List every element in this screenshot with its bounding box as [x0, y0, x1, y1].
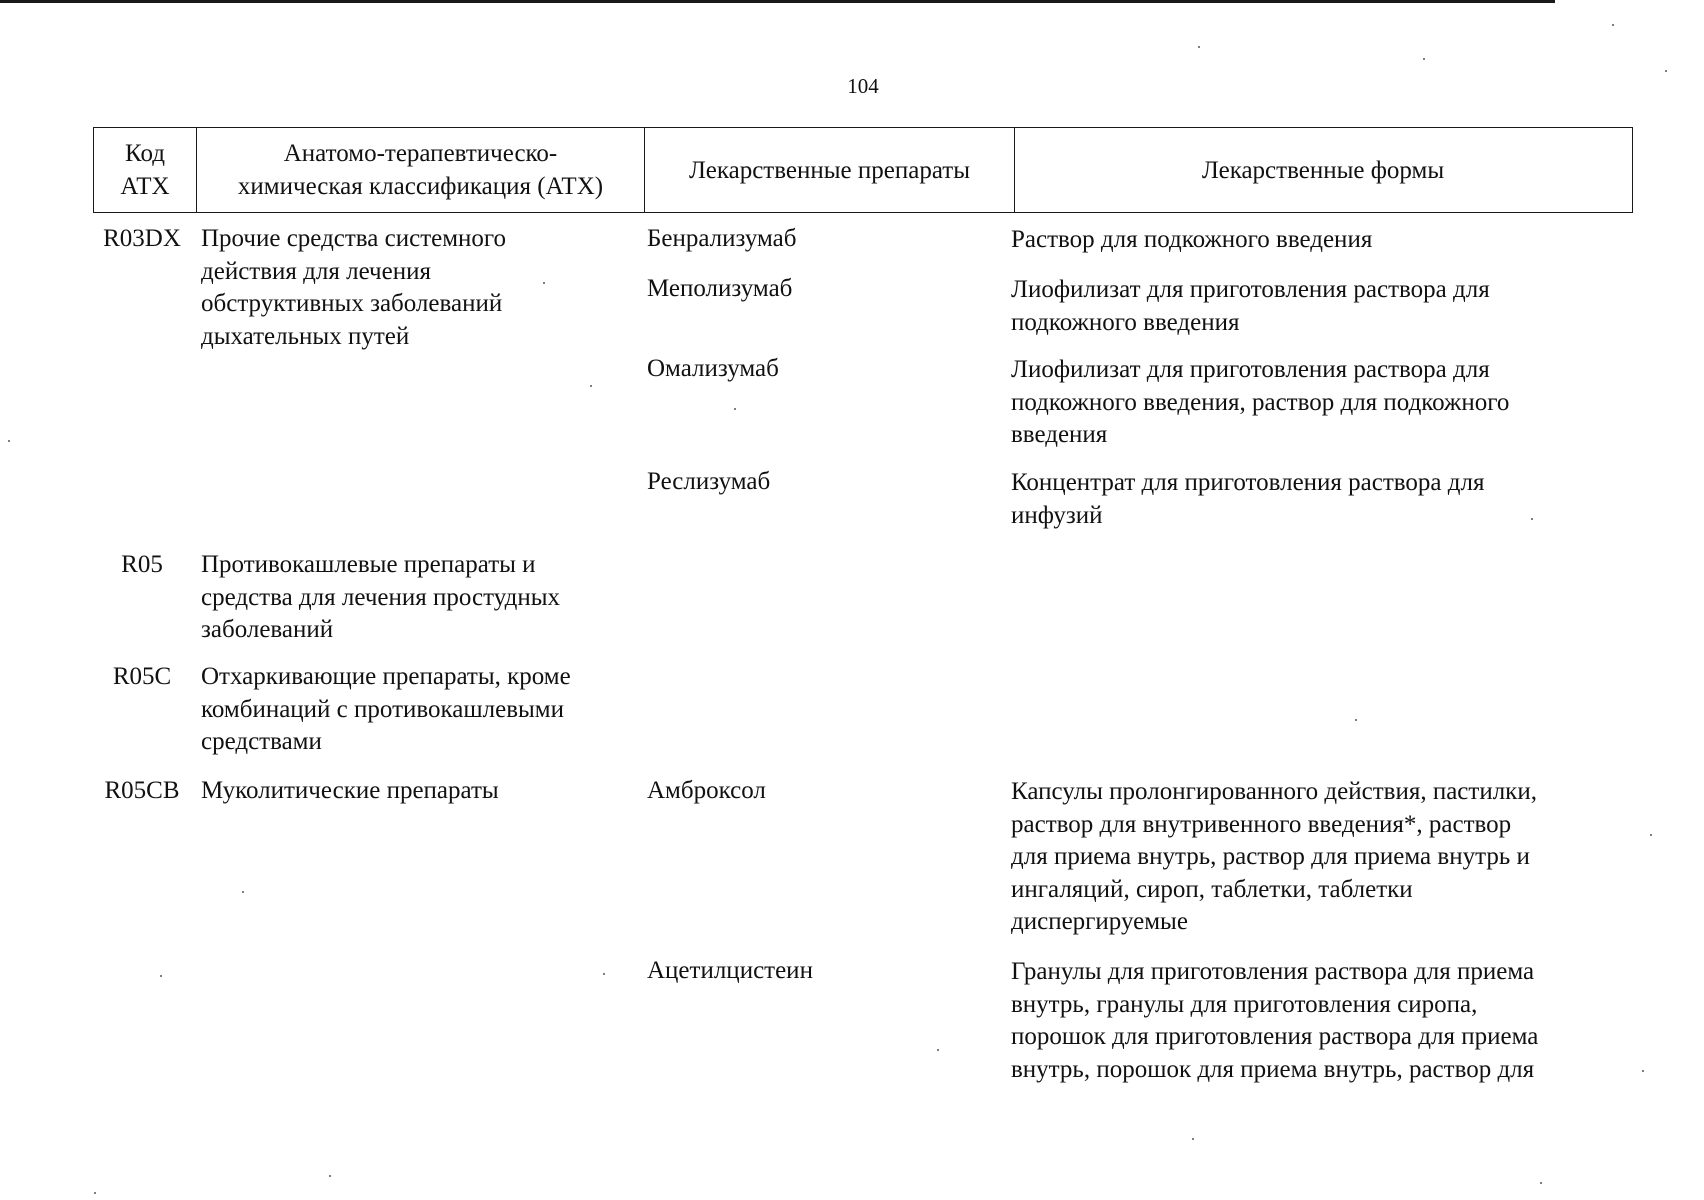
row-classification: Отхаркивающие препараты, кроме комбинаций с противокашлевыми средствами: [201, 663, 571, 755]
row-classification: Противокашлевые препараты и средства для лечения простудных заболеваний: [201, 551, 561, 643]
drug-form: Гранулы для приготовления раствора для приема внутрь, гранулы для приготовления сиропа, порошок для приготовления раствора для приема внутрь, порошок для приема внутрь, раствор для: [1011, 958, 1539, 1083]
scan-speck: [937, 1049, 939, 1051]
page-number: 104: [847, 74, 879, 98]
scan-speck: [1192, 1138, 1194, 1140]
scan-speck: [590, 385, 592, 387]
drug-form: Лиофилизат для приготовления раствора для подкожного введения: [1011, 276, 1490, 336]
drug-name: Ацетилцистеин: [647, 957, 813, 984]
drug-name: Меполизумаб: [647, 275, 793, 302]
header-drugs-label: Лекарственные препараты: [688, 156, 971, 184]
header-classification: [196, 128, 644, 212]
scan-speck: [543, 282, 545, 284]
row-classification: Муколитические препараты: [201, 777, 499, 804]
scan-speck: [1650, 834, 1652, 836]
header-forms-label: Лекарственные формы: [1201, 156, 1445, 184]
scan-speck: [329, 1175, 331, 1177]
drug-form: Лиофилизат для приготовления раствора для подкожного введения, раствор для подкожного введения: [1011, 356, 1510, 448]
drug-name: Омализумаб: [647, 355, 779, 382]
row-classification: Прочие средства системного действия для лечения обструктивных заболеваний дыхательных путей: [201, 225, 507, 350]
scan-speck: [242, 891, 244, 893]
scan-speck: [734, 408, 736, 410]
scan-speck: [94, 1192, 96, 1194]
scan-speck: [160, 975, 162, 977]
drug-form: Раствор для подкожного введения: [1011, 226, 1373, 253]
header-drugs: [644, 128, 1014, 212]
drug-form: Капсулы пролонгированного действия, пастилки, раствор для внутривенного введения*, раствор для приема внутрь, раствор для приема внутрь и ингаляций, сироп, таблетки, таблетки диспергируемые: [1011, 778, 1537, 935]
scan-speck: [1612, 24, 1614, 26]
header-forms: [1014, 128, 1631, 212]
drug-name: Бенрализумаб: [647, 225, 797, 252]
scan-speck: [1642, 1070, 1644, 1072]
header-code: [94, 128, 196, 212]
row-code: R05CB: [104, 777, 180, 804]
scan-speck: [1531, 518, 1533, 520]
top-border-line: [0, 0, 1555, 3]
scan-speck: [1423, 58, 1425, 60]
row-code: R05: [121, 551, 163, 578]
drug-name: Реслизумаб: [647, 468, 771, 495]
row-code: R05C: [112, 663, 172, 690]
scan-speck: [8, 440, 10, 442]
header-code-label: Код АТХ: [120, 140, 170, 200]
scan-speck: [1198, 46, 1200, 48]
scan-speck: [603, 973, 605, 975]
drug-name: Амброксол: [647, 777, 766, 804]
scan-speck: [1665, 70, 1667, 72]
row-code: R03DX: [103, 225, 181, 252]
header-classification-label: Анатомо-терапевтическо- химическая классификация (АТХ): [237, 140, 604, 200]
scan-speck: [1540, 1182, 1542, 1184]
table-header: [93, 127, 1633, 213]
drug-form: Концентрат для приготовления раствора для инфузий: [1011, 469, 1485, 529]
scan-speck: [1355, 719, 1357, 721]
